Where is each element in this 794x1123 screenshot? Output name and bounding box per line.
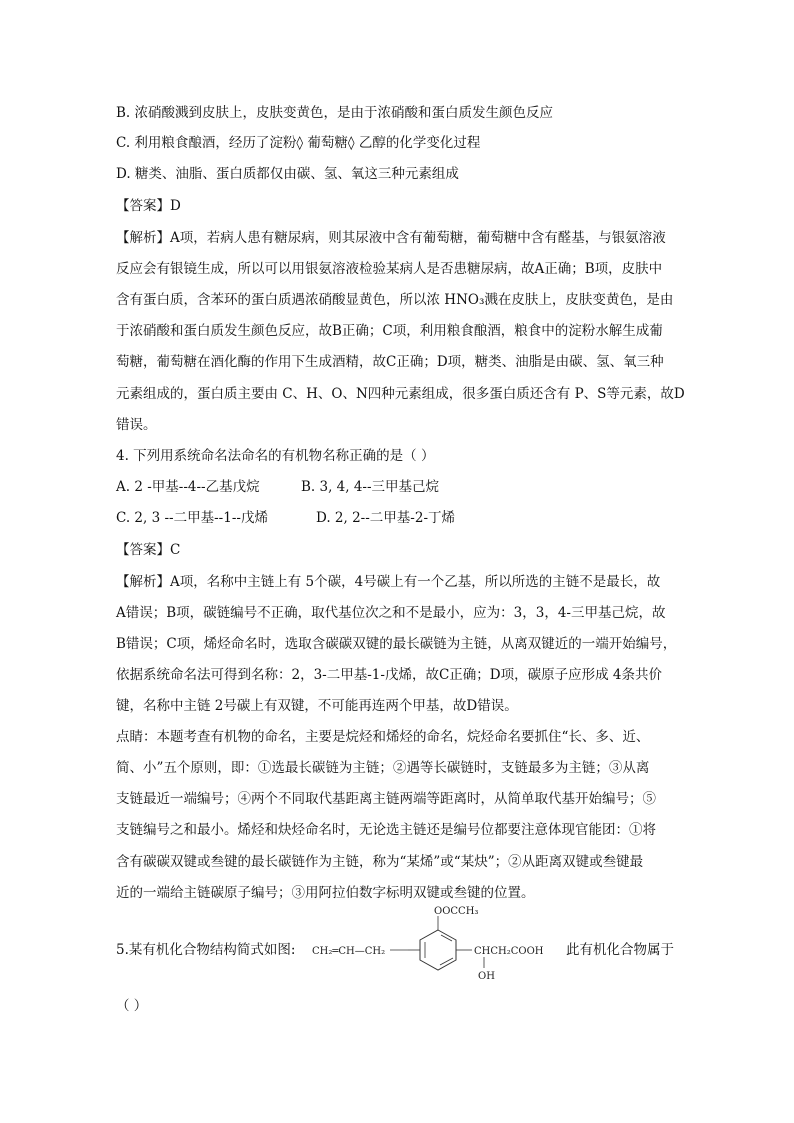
ring-double-bond [441, 935, 452, 941]
q3-answer: 【答案】D [116, 198, 181, 214]
q3-analysis-line: 【解析】A项，若病人患有糖尿病，则其尿液中含有葡萄糖，葡萄糖中含有醛基，与银氨溶液 [116, 230, 666, 246]
q4-remark-line: 近的一端给主链碳原子编号；③用阿拉伯数字标明双键或叁键的位置。 [116, 885, 535, 901]
ring-double-bond [440, 958, 453, 965]
q5-answer-blank: （ ） [116, 998, 148, 1014]
q3-analysis-line: 于浓硝酸和蛋白质发生颜色反应，故B正确；C项，利用粮食酿酒，粮食中的淀粉水解生成葡 [116, 323, 663, 339]
q4-remark-line: 含有碳碳双键或叁键的最长碳链作为主链，称为“某烯”或“某炔”；②从距离双键或叁键最 [116, 854, 644, 870]
q3-option-d: D. 糖类、油脂、蛋白质都仅由碳、氢、氧这三种元素组成 [116, 166, 459, 182]
q4-remark-line: 支链最近一端编号；④两个不同取代基距离主链两端等距离时，从简单取代基开始编号；⑤ [116, 791, 656, 807]
q4-analysis-line: 依据系统命名法可得到名称：2，3-二甲基-1-戊烯，故C正确；D项，碳原子应形成 4条共价 [116, 667, 662, 683]
q3-analysis-line: 错误。 [116, 417, 157, 433]
formula-right-chain: CHCH₂COOH [474, 946, 544, 957]
q5-stem-prefix: 5.某有机化合物结构简式如图: [116, 942, 296, 958]
q4-remark-line: 简、小”五个原则，即：①选最长碳链为主链；②遇等长碳链时，支链最多为主链；③从离 [116, 760, 650, 776]
q3-analysis-line: 萄糖，葡萄糖在酒化酶的作用下生成酒精，故C正确；D项，糖类、油脂是由碳、氢、氧三种 [116, 354, 664, 370]
q4-option-b: B. 3, 4, 4--三甲基己烷 [301, 479, 440, 495]
q3-analysis-line: 含有蛋白质，含苯环的蛋白质遇浓硝酸显黄色，所以浓 HNO₃溅在皮肤上，皮肤变黄色，是由 [116, 292, 674, 308]
structural-formula [312, 902, 572, 982]
formula-left-chain: CH₂═CH—CH₂ [312, 946, 386, 957]
q4-stem: 4. 下列用系统命名法命名的有机物名称正确的是（ ） [116, 448, 435, 464]
q4-analysis-line: 【解析】A项，名称中主链上有 5个碳，4号碳上有一个乙基，所以所选的主链不是最长，故 [116, 574, 661, 590]
q4-analysis-line: B错误；C项，烯烃命名时，选取含碳碳双键的最长碳链为主链，从离双键近的一端开始编号， [116, 636, 677, 652]
q4-analysis-line: A错误；B项，碳链编号不正确，取代基位次之和不是最小，应为：3，3，4-三甲基己烷，故 [116, 605, 666, 621]
formula-bottom-group: OH [478, 971, 495, 982]
q4-options-row-2 [116, 508, 686, 528]
q4-option-c: C. 2, 3 --二甲基--1--戊烯 [116, 510, 268, 526]
q3-analysis-line: 元素组成的，蛋白质主要由 C、H、O、N四种元素组成，很多蛋白质还含有 P、S等元素，故D [116, 386, 685, 402]
q5-stem-suffix: 此有机化合物属于 [566, 942, 674, 958]
formula-top-group: OOCCH₃ [434, 906, 479, 917]
q3-option-b: B. 浓硝酸溅到皮肤上，皮肤变黄色，是由于浓硝酸和蛋白质发生颜色反应 [116, 105, 554, 121]
q4-option-a: A. 2 -甲基--4--乙基戊烷 [116, 479, 260, 495]
q4-option-d: D. 2, 2--二甲基-2-丁烯 [316, 510, 456, 526]
q4-analysis-line: 键，名称中主链 2号碳上有双键，不可能再连两个甲基，故D错误。 [116, 698, 518, 714]
q3-option-c: C. 利用粮食酿酒，经历了淀粉◊ 葡萄糖◊ 乙醇的化学变化过程 [116, 135, 481, 151]
q4-options-row-1 [116, 477, 686, 497]
q3-analysis-line: 反应会有银镜生成，所以可以用银氨溶液检验某病人是否患糖尿病，故A正确；B项，皮肤中 [116, 261, 663, 277]
q4-answer: 【答案】C [116, 542, 181, 558]
q4-remark-line: 支链编号之和最小。烯烃和炔烃命名时，无论选主链还是编号位都要注意体现官能团：①将 [116, 822, 656, 838]
q4-remark-line: 点睛：本题考查有机物的命名，主要是烷烃和烯烃的命名，烷烃命名要抓住“长、多、近、 [116, 729, 650, 745]
